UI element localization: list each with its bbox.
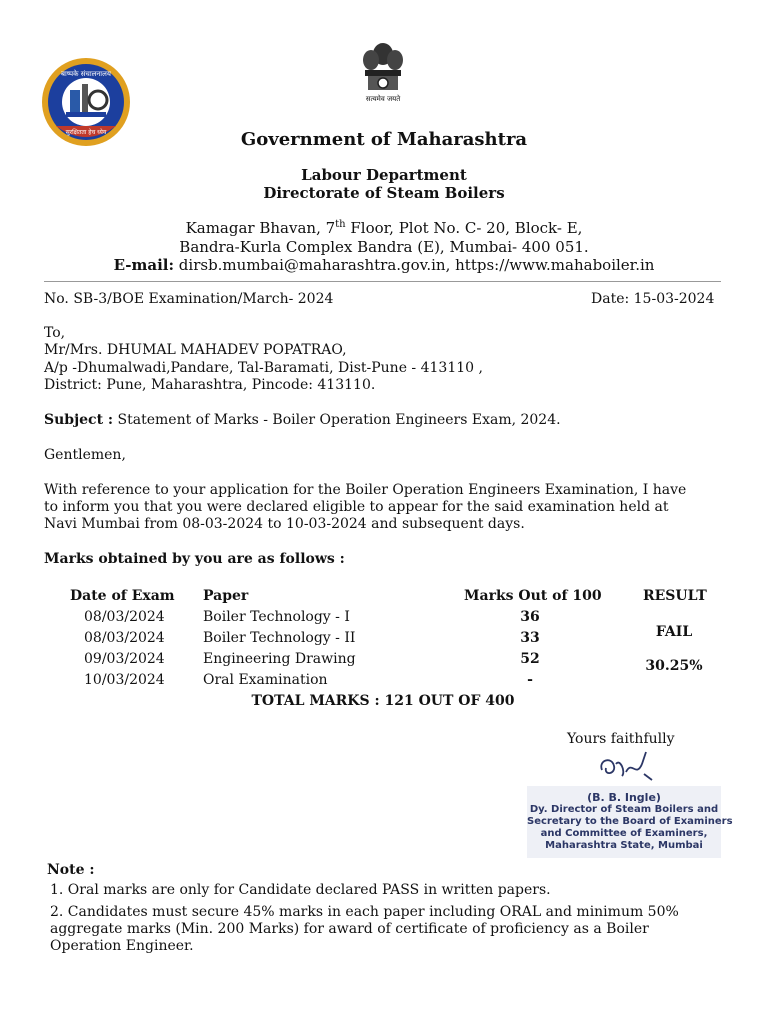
row-date: 08/03/2024 (84, 609, 165, 625)
body-line-3: Navi Mumbai from 08-03-2024 to 10-03-2024 and subsequent days. (44, 516, 525, 532)
signatory-name: (B. B. Ingle) (587, 791, 661, 804)
closing: Yours faithfully (567, 731, 675, 747)
subject-label: Subject : (44, 412, 114, 428)
note-item-2-line-3: Operation Engineer. (50, 938, 194, 954)
recipient-name: Mr/Mrs. DHUMAL MAHADEV POPATRAO, (44, 342, 347, 358)
logo-text-bottom: सुरक्षितता हेच ध्येय (65, 129, 107, 136)
result-value: FAIL (655, 624, 693, 640)
total-marks: TOTAL MARKS : 121 OUT OF 400 (251, 693, 515, 709)
note-item-2-line-1: 2. Candidates must secure 45% marks in each paper including ORAL and minimum 50% (50, 904, 679, 920)
header-divider (44, 281, 721, 282)
row-marks: 33 (520, 630, 540, 646)
recipient-address-2: District: Pune, Maharashtra, Pincode: 413110. (44, 377, 376, 393)
subject-line (44, 412, 561, 428)
body-line-1: With reference to your application for the Boiler Operation Engineers Examination, I have (44, 482, 687, 498)
signature (596, 750, 656, 784)
percentage-value: 30.25% (645, 658, 703, 674)
marks-heading: Marks obtained by you are as follows : (44, 551, 345, 567)
row-paper: Boiler Technology - II (203, 630, 356, 646)
header-result: RESULT (643, 588, 707, 604)
letter-date: Date: 15-03-2024 (591, 291, 715, 307)
row-paper: Boiler Technology - I (203, 609, 350, 625)
reference-number: No. SB-3/BOE Examination/March- 2024 (44, 291, 334, 307)
row-date: 10/03/2024 (84, 672, 165, 688)
directorate-name: Directorate of Steam Boilers (263, 184, 505, 202)
contact-line (0, 256, 768, 274)
row-date: 08/03/2024 (84, 630, 165, 646)
government-title: Government of Maharashtra (240, 129, 528, 150)
row-paper: Engineering Drawing (203, 651, 356, 667)
department-name: Labour Department (301, 166, 467, 184)
email-value: dirsb.mumbai@maharashtra.gov.in, https://www.mahaboiler.in (174, 256, 655, 274)
signatory-title-1: Dy. Director of Steam Boilers and (529, 804, 719, 815)
row-date: 09/03/2024 (84, 651, 165, 667)
emblem-motto: सत्यमेव जयते (365, 95, 401, 103)
row-marks: 36 (520, 609, 540, 625)
email-label: E-mail: (113, 256, 175, 274)
signatory-title-2: Secretary to the Board of Examiners (527, 816, 733, 827)
note-item-2-line-2: aggregate marks (Min. 200 Marks) for award of certificate of proficiency as a Boiler (50, 921, 649, 937)
note-label: Note : (47, 862, 95, 878)
row-marks: - (527, 672, 533, 688)
body-line-2: to inform you that you were declared eligible to appear for the said examination held at (44, 499, 669, 515)
logo-text-top: बाष्पके संचालनालय (61, 70, 111, 78)
signatory-title-4: Maharashtra State, Mumbai (545, 840, 703, 851)
address-line-2: Bandra-Kurla Complex Bandra (E), Mumbai- 400 051. (179, 238, 589, 256)
recipient-address-1: A/p -Dhumalwadi,Pandare, Tal-Baramati, Dist-Pune - 413110 , (44, 360, 483, 376)
header-paper: Paper (203, 588, 249, 604)
address-to: To, (44, 325, 66, 341)
row-paper: Oral Examination (203, 672, 328, 688)
signatory-stamp (527, 786, 733, 858)
row-marks: 52 (520, 651, 540, 667)
header-marks: Marks Out of 100 (464, 588, 602, 604)
national-emblem (356, 40, 410, 106)
signatory-title-3: and Committee of Examiners, (540, 828, 708, 839)
note-item-1: 1. Oral marks are only for Candidate declared PASS in written papers. (50, 882, 551, 898)
salutation: Gentlemen, (44, 447, 126, 463)
subject-text: Statement of Marks - Boiler Operation Engineers Exam, 2024. (113, 412, 561, 428)
header-date: Date of Exam (70, 588, 175, 604)
address-line-1: Kamagar Bhavan, 7th Floor, Plot No. C- 20, Block- E, (185, 219, 583, 237)
